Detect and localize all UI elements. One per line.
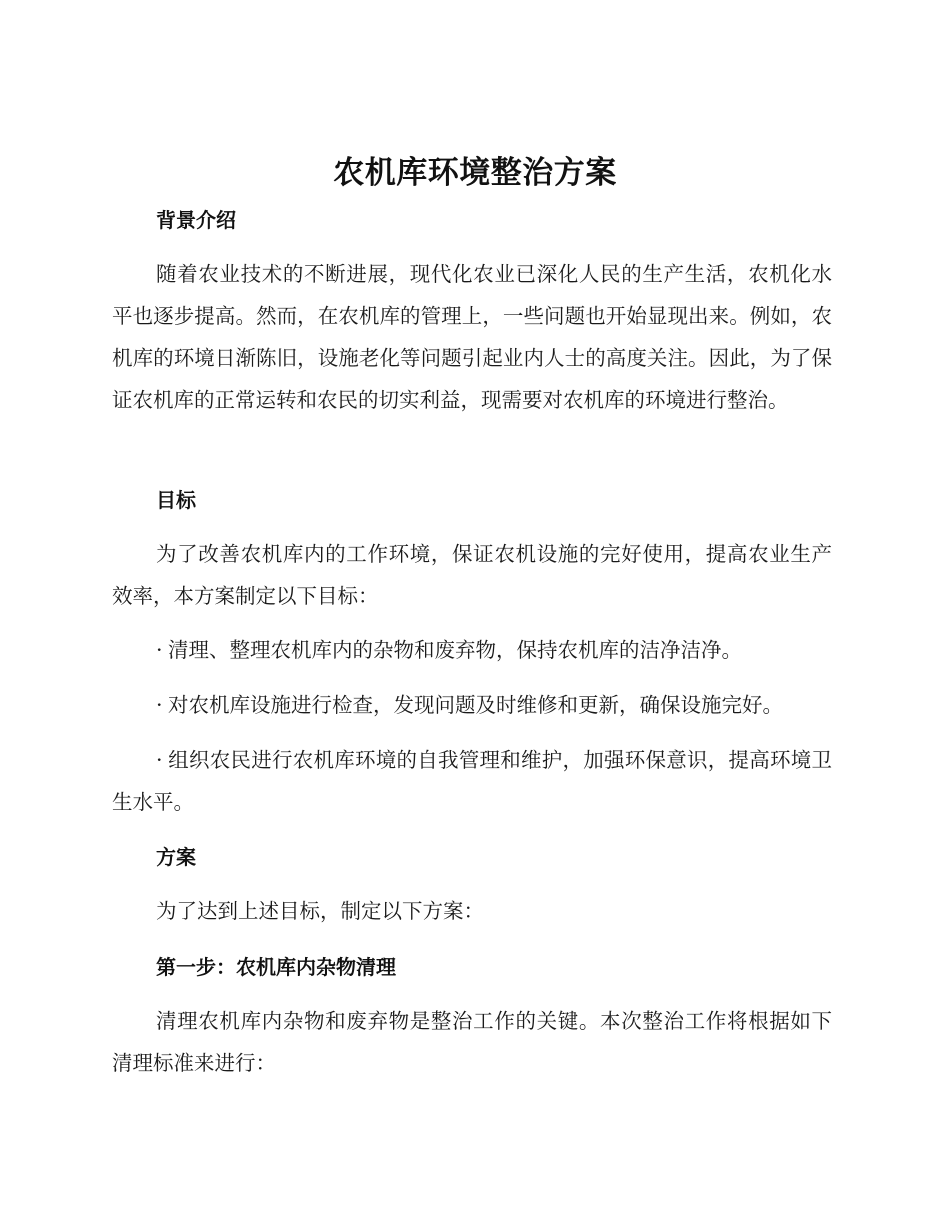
section-heading-background: 背景介绍 bbox=[156, 208, 236, 232]
section-heading-plan: 方案 bbox=[156, 845, 196, 869]
section-heading-goals: 目标 bbox=[156, 488, 196, 512]
document-title: 农机库环境整治方案 bbox=[333, 155, 617, 191]
bullet-marker: · bbox=[156, 693, 163, 717]
goals-intro-paragraph: 为了改善农机库内的工作环境，保证农机设施的完好使用，提高农业生产效率，本方案制定以下目标： bbox=[112, 542, 832, 608]
step1-heading: 第一步：农机库内杂物清理 bbox=[156, 955, 396, 979]
bullet-marker: · bbox=[156, 638, 163, 662]
step1-paragraph: 清理农机库内杂物和废弃物是整治工作的关键。本次整治工作将根据如下清理标准来进行： bbox=[112, 1009, 832, 1075]
background-paragraph: 随着农业技术的不断进展，现代化农业已深化人民的生产生活，农机化水平也逐步提高。然而，在农机库的管理上，一些问题也开始显现出来。例如，农机库的环境日渐陈旧，设施老化等问题引起业内人士的高度关注。因此，为了保证农机库的正常运转和农民的切实利益，现需要对农机库的环境进行整治。 bbox=[112, 262, 832, 412]
goal-list-item bbox=[112, 684, 832, 726]
goal-list-item bbox=[112, 739, 832, 823]
bullet-marker: · bbox=[156, 748, 163, 772]
goal-list-item bbox=[112, 629, 832, 671]
goal-item-text: 对农机库设施进行检查，发现问题及时维修和更新，确保设施完好。 bbox=[168, 693, 783, 717]
goal-item-text: 清理、整理农机库内的杂物和废弃物，保持农机库的洁净洁净。 bbox=[168, 638, 742, 662]
plan-intro-paragraph: 为了达到上述目标，制定以下方案： bbox=[156, 899, 484, 923]
goal-item-text: 组织农民进行农机库环境的自我管理和维护，加强环保意识，提高环境卫生水平。 bbox=[112, 748, 832, 814]
